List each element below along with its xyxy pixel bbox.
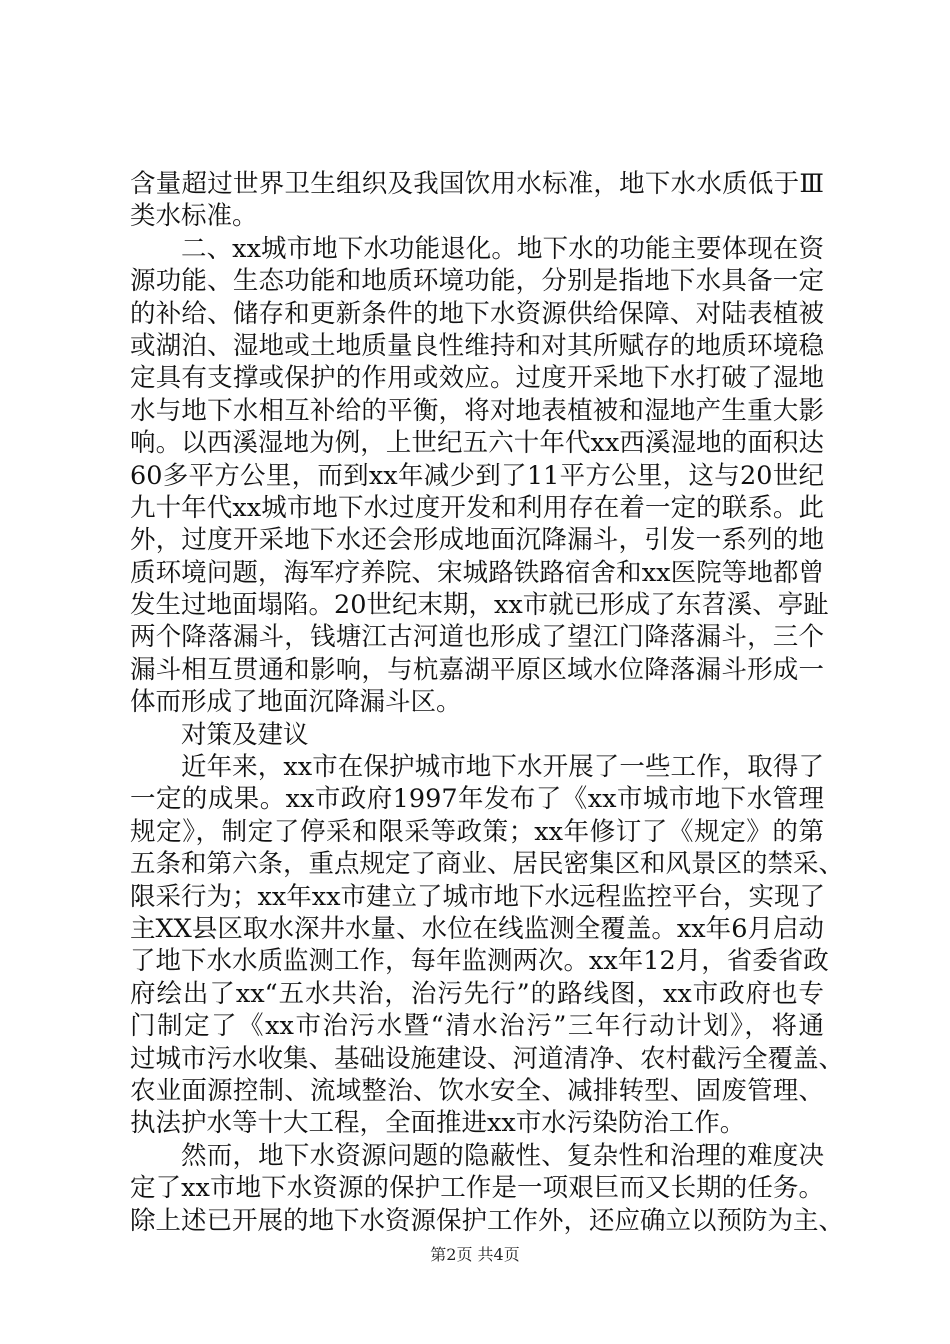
text-line: 府绘出了xx“五水共治，治污先行”的路线图，xx市政府也专 xyxy=(130,978,824,1009)
text-line: 外，过度开采地下水还会形成地面沉降漏斗，引发一系列的地 xyxy=(130,525,824,556)
text-line: 响。以西溪湿地为例，上世纪五六十年代xx西溪湿地的面积达 xyxy=(130,428,824,459)
text-line: 五条和第六条，重点规定了商业、居民密集区和风景区的禁采、 xyxy=(130,849,845,880)
text-line: 60多平方公里，而到xx年减少到了11平方公里，这与20世纪 xyxy=(130,460,824,491)
text-line: 规定》，制定了停采和限采等政策；xx年修订了《规定》的第 xyxy=(130,816,824,847)
text-line: 水与地下水相互补给的平衡，将对地表植被和湿地产生重大影 xyxy=(130,395,824,426)
text-line: 含量超过世界卫生组织及我国饮用水标准，地下水水质低于Ⅲ xyxy=(130,169,824,199)
text-line: 门制定了《xx市治污水暨“清水治污”三年行动计划》，将通 xyxy=(130,1011,824,1042)
text-line: 体而形成了地面沉降漏斗区。 xyxy=(130,687,462,718)
text-line: 近年来，xx市在保护城市地下水开展了一些工作，取得了 xyxy=(181,752,824,783)
text-line: 漏斗相互贯通和影响，与杭嘉湖平原区域水位降落漏斗形成一 xyxy=(130,654,824,685)
text-line: 限采行为；xx年xx市建立了城市地下水远程监控平台，实现了 xyxy=(130,881,826,912)
text-line: 定具有支撑或保护的作用或效应。过度开采地下水打破了湿地 xyxy=(130,363,824,394)
page-footer: 第2页 共4页 xyxy=(430,1245,520,1264)
text-line: 对策及建议 xyxy=(181,719,309,750)
text-line: 或湖泊、湿地或土地质量良性维持和对其所赋存的地质环境稳 xyxy=(130,330,824,361)
text-line: 类水标准。 xyxy=(130,201,258,232)
text-line: 除上述已开展的地下水资源保护工作外，还应确立以预防为主、 xyxy=(130,1205,845,1236)
text-line: 九十年代xx城市地下水过度开发和利用存在着一定的联系。此 xyxy=(130,492,824,523)
body-text xyxy=(130,168,845,1237)
text-line: 的补给、储存和更新条件的地下水资源供给保障、对陆表植被 xyxy=(130,298,824,329)
text-line: 源功能、生态功能和地质环境功能，分别是指地下水具备一定 xyxy=(130,266,824,297)
text-line: 然而，地下水资源问题的隐蔽性、复杂性和治理的难度决 xyxy=(181,1140,824,1171)
text-line: 质环境问题，海军疗养院、宋城路铁路宿舍和xx医院等地都曾 xyxy=(130,557,824,588)
text-line: 两个降落漏斗，钱塘江古河道也形成了望江门降落漏斗，三个 xyxy=(130,622,824,653)
text-line: 定了xx市地下水资源的保护工作是一项艰巨而又长期的任务。 xyxy=(130,1173,824,1204)
text-line: 二、xx城市地下水功能退化。地下水的功能主要体现在资 xyxy=(181,233,824,264)
text-line: 主XX县区取水深井水量、水位在线监测全覆盖。xx年6月启动 xyxy=(130,913,824,944)
text-line: 了地下水水质监测工作，每年监测两次。xx年12月，省委省政 xyxy=(130,946,829,977)
text-line: 过城市污水收集、基础设施建设、河道清净、农村截污全覆盖、 xyxy=(130,1043,845,1074)
text-line: 发生过地面塌陷。20世纪末期，xx市就已形成了东苕溪、亭趾 xyxy=(130,590,829,621)
text-line: 农业面源控制、流域整治、饮水安全、减排转型、固废管理、 xyxy=(130,1075,824,1106)
text-line: 一定的成果。xx市政府1997年发布了《xx市城市地下水管理 xyxy=(130,784,824,815)
text-line: 执法护水等十大工程，全面推进xx市水污染防治工作。 xyxy=(130,1108,746,1139)
